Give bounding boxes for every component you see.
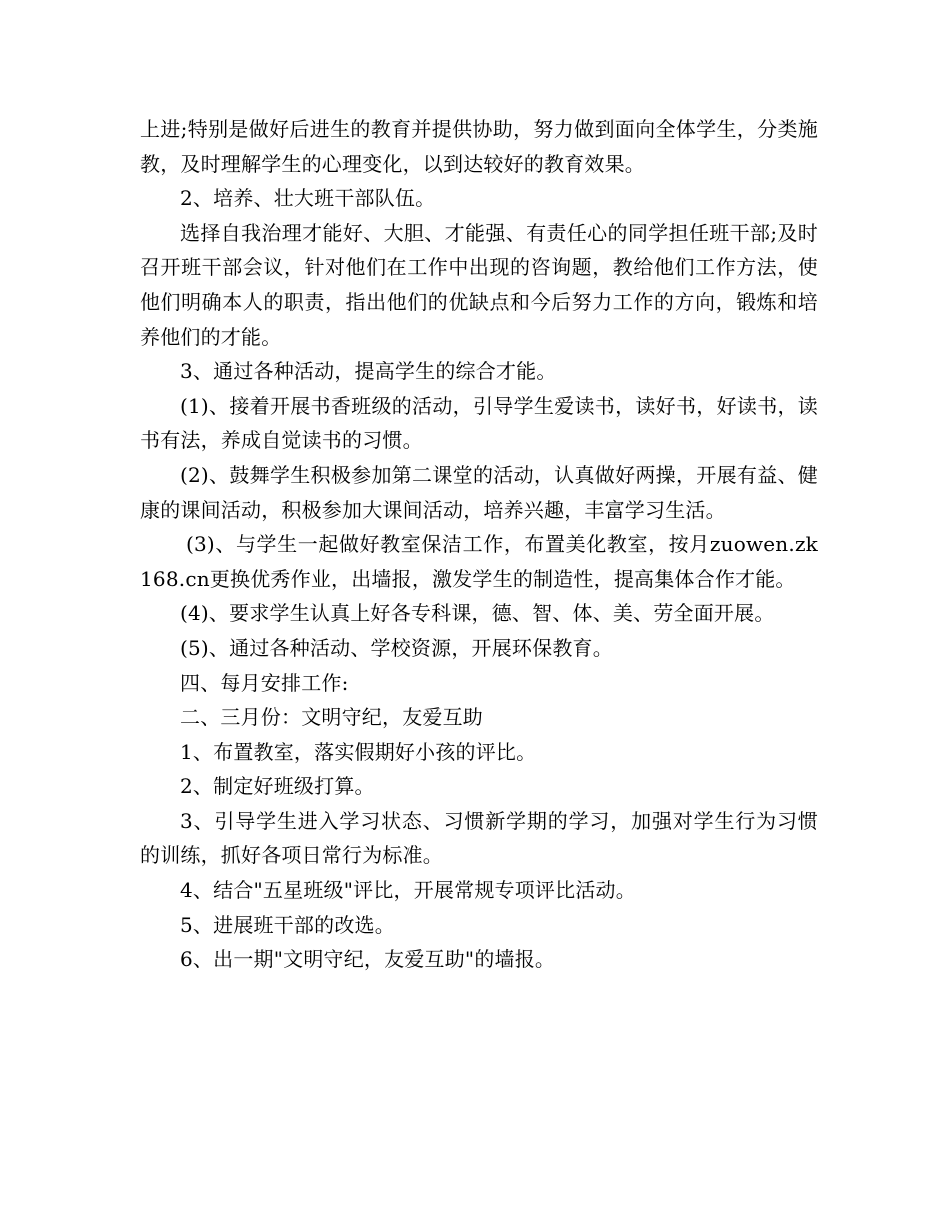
list-item-subjects: (4)、要求学生认真上好各专科课，德、智、体、美、劳全面开展。 xyxy=(180,601,775,626)
paragraph-continuation: 上进;特别是做好后进生的教育并提供协助，努力做到面向全体学生，分类施教，及时理解学生的心理变化，以到达较好的教育效果。 xyxy=(140,117,818,176)
section-heading-class-cadres: 2、培养、壮大班干部队伍。 xyxy=(180,186,436,211)
list-item-classroom-cleaning: (3)、与学生一起做好教室保洁工作，布置美化教室，按月zuowen.zk168.cn更换优秀作业，出墙报，激发学生的制造性，提高集体合作才能。 xyxy=(140,532,818,591)
document-body xyxy=(140,112,818,977)
list-item-environmental: (5)、通过各种活动、学校资源，开展环保教育。 xyxy=(180,635,613,660)
task-item-2: 2、制定好班级打算。 xyxy=(180,774,375,799)
paragraph-class-cadres: 选择自我治理才能好、大胆、才能强、有责任心的同学担任班干部;及时召开班干部会议，针对他们在工作中出现的咨询题，教给他们工作方法，使他们明确本人的职责，指出他们的优缺点和今后努力工作的方向，锻炼和培养他们的才能。 xyxy=(140,220,818,349)
task-item-5: 5、进展班干部的改选。 xyxy=(180,912,395,937)
task-item-4: 4、结合"五星班级"评比，开展常规专项评比活动。 xyxy=(180,878,636,903)
task-item-3: 3、引导学生进入学习状态、习惯新学期的学习，加强对学生行为习惯的训练，抓好各项日常行为标准。 xyxy=(140,808,818,868)
task-item-1: 1、布置教室，落实假期好小孩的评比。 xyxy=(180,739,537,764)
list-item-reading: (1)、接着开展书香班级的活动，引导学生爱读书，读好书，好读书，读书有法，养成自觉读书的习惯。 xyxy=(140,393,818,453)
section-heading-monthly: 四、每月安排工作: xyxy=(180,670,349,695)
list-item-second-classroom: (2)、鼓舞学生积极参加第二课堂的活动，认真做好两操，开展有益、健康的课间活动，积极参加大课间活动，培养兴趣，丰富学习生活。 xyxy=(140,462,818,522)
month-heading-feb-mar: 二、三月份：文明守纪，友爱互助 xyxy=(180,705,483,730)
task-item-6: 6、出一期"文明守纪，友爱互助"的墙报。 xyxy=(180,947,556,972)
section-heading-activities: 3、通过各种活动，提高学生的综合才能。 xyxy=(180,359,557,384)
